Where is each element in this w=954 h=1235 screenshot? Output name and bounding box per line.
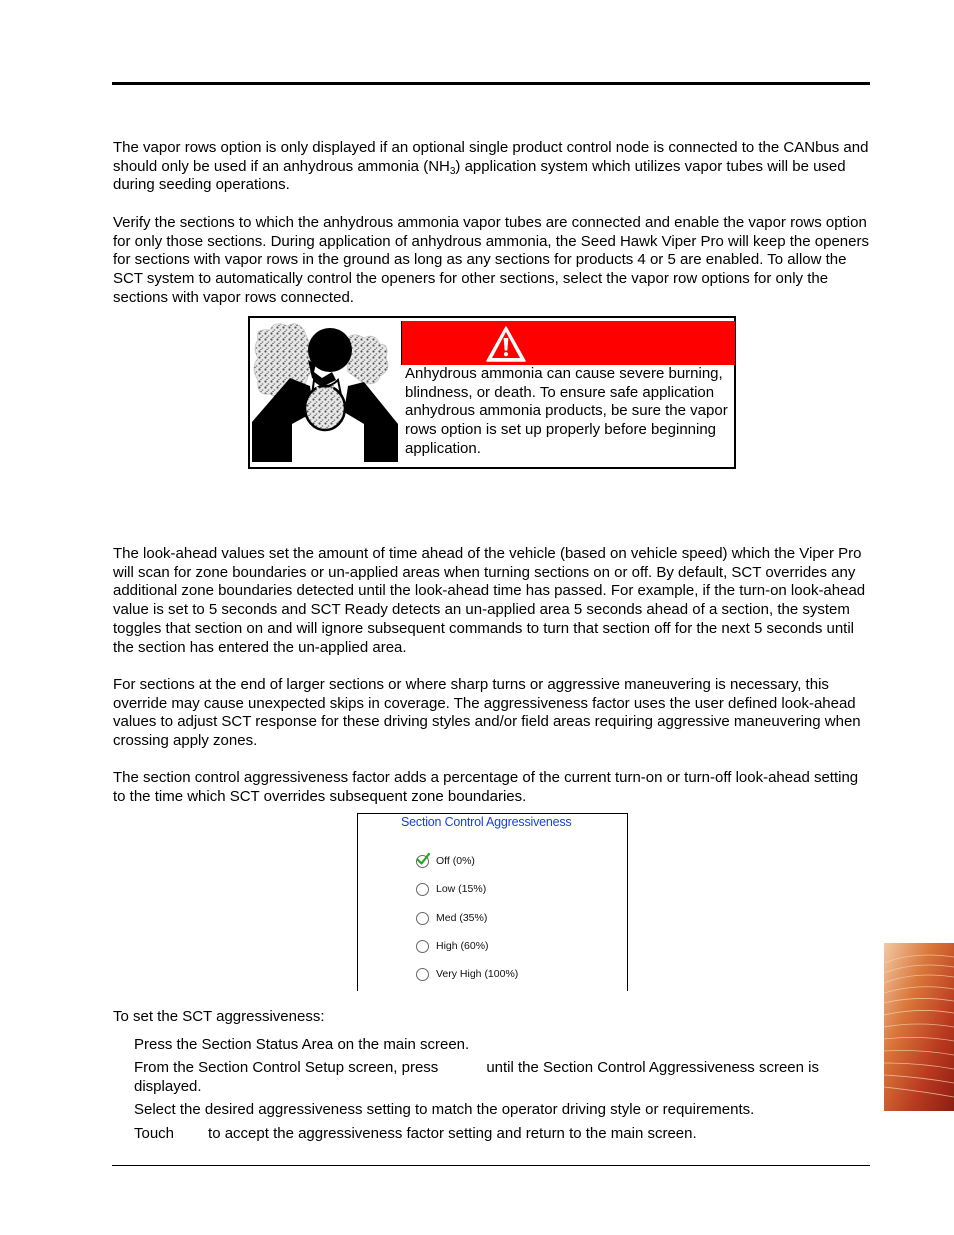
option-label: Off (0%) xyxy=(436,855,475,867)
step-2: From the Section Control Setup screen, press until the Section Control Aggressiveness screen is displayed. xyxy=(134,1059,819,1095)
section-control-aggressiveness-screen xyxy=(357,813,628,991)
steps-intro: To set the SCT aggressiveness: xyxy=(113,1008,325,1025)
look-ahead-paragraph-1: The look-ahead values set the amount of time ahead of the vehicle (based on vehicle speed) which the Viper Pro will scan for zone boundaries or un-applied areas when turning sections on or off. By default, SCT overrides any additional zone boundaries detected until the look-ahead time has passed. For example, if the turn-on look-ahead value is set to 5 seconds and SCT Ready detects an un-applied area 5 seconds ahead of a section, the system toggles that section on and will ignore subsequent commands to turn that section off for the next 5 seconds until the section has entered the un-applied area. xyxy=(113,545,866,656)
warning-box xyxy=(248,316,736,469)
sca-screen-title: Section Control Aggressiveness xyxy=(401,815,572,829)
checkmark-icon xyxy=(415,852,431,868)
footer-rule xyxy=(112,1165,870,1166)
step-3: Select the desired aggressiveness setting to match the operator driving style or requirements. xyxy=(134,1101,755,1118)
chapter-tab-graphic xyxy=(884,943,954,1111)
option-label: High (60%) xyxy=(436,940,489,952)
radio-button[interactable] xyxy=(416,968,429,981)
option-label: Very High (100%) xyxy=(436,968,519,980)
option-label: Med (35%) xyxy=(436,912,488,924)
warning-triangle-icon xyxy=(485,325,527,363)
radio-button[interactable] xyxy=(416,883,429,896)
look-ahead-paragraph-2: For sections at the end of larger sections or where sharp turns or aggressive maneuvering is necessary, this override may cause unexpected skips in coverage. The aggressiveness factor uses the user defined look-ahead values to adjust SCT response for these driving styles and/or field areas requiring aggressive maneuvering when crossing apply zones. xyxy=(113,676,861,750)
step-4: Touch to accept the aggressiveness factor setting and return to the main screen. xyxy=(134,1125,697,1142)
toxic-inhalation-hazard-icon xyxy=(252,320,398,462)
vapor-rows-paragraph-1: The vapor rows option is only displayed if an optional single product control node is connected to the CANbus and should only be used if an anhydrous ammonia $(NH_3)$ application system which utilizes vapor tubes will be used during seeding operations. xyxy=(113,139,869,194)
vapor-rows-paragraph-2: Verify the sections to which the anhydrous ammonia vapor tubes are connected and enable the vapor rows option for only those sections. During application of anhydrous ammonia, the Seed Hawk Viper Pro will keep the openers for sections with vapor rows in the ground as long as any sections for products 4 or 5 are enabled. To allow the SCT system to automatically control the openers for other sections, select the vapor row options for only the sections with vapor rows connected. xyxy=(113,214,869,306)
header-rule xyxy=(112,82,870,85)
warning-header-bar xyxy=(401,321,735,365)
option-label: Low (15%) xyxy=(436,883,487,895)
radio-button[interactable] xyxy=(416,912,429,925)
look-ahead-paragraph-3: The section control aggressiveness factor adds a percentage of the current turn-on or turn-off look-ahead setting to the time which SCT overrides subsequent zone boundaries. xyxy=(113,769,859,805)
warning-message: Anhydrous ammonia can cause severe burning, blindness, or death. To ensure safe application anhydrous ammonia products, be sure the vapor rows option is set up properly before beginning application. xyxy=(405,365,728,457)
radio-button[interactable] xyxy=(416,940,429,953)
step-1: Press the Section Status Area on the main screen. xyxy=(134,1036,470,1053)
